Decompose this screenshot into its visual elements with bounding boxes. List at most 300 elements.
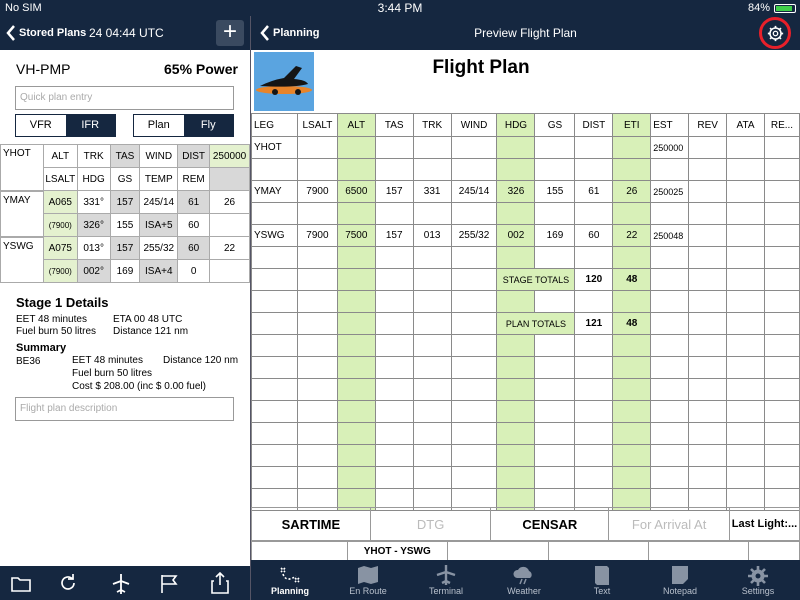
leg-cell: 61	[178, 191, 210, 214]
gear-highlight-ring	[759, 17, 791, 49]
grid-cell	[613, 379, 651, 401]
grid-cell	[764, 401, 799, 423]
grid-cell	[451, 379, 497, 401]
grid-cell	[252, 357, 298, 379]
grid-cell	[575, 357, 613, 379]
add-plan-button[interactable]: +	[216, 20, 244, 46]
grid-cell	[689, 467, 727, 489]
grid-cell	[689, 379, 727, 401]
grid-cell	[651, 423, 689, 445]
grid-cell	[337, 159, 375, 181]
grid-cell	[727, 225, 765, 247]
grid-cell	[451, 467, 497, 489]
aircraft-type: BE36	[16, 356, 41, 367]
grid-cell	[375, 357, 413, 379]
leg-cell[interactable]: A065	[43, 191, 77, 214]
departure-time[interactable]: 250000	[210, 145, 250, 168]
grid-cell	[535, 423, 575, 445]
grid-cell	[535, 247, 575, 269]
grid-cell	[252, 467, 298, 489]
grid-cell	[689, 423, 727, 445]
grid-cell: 155	[535, 181, 575, 203]
grid-cell	[252, 313, 298, 335]
grid-cell	[252, 247, 298, 269]
stage-distance: Distance 121 nm	[113, 326, 189, 337]
grid-cell	[375, 203, 413, 225]
summary-cost: Cost $ 208.00 (inc $ 0.00 fuel)	[72, 381, 206, 392]
leg-cell: (7900)	[43, 260, 77, 283]
grid-cell	[451, 313, 497, 335]
grid-cell	[535, 203, 575, 225]
grid-header-cell: ALT	[337, 114, 375, 137]
tab-planning[interactable]	[251, 560, 329, 600]
gear-icon	[747, 565, 769, 587]
mode-segment	[133, 114, 234, 137]
waypoint[interactable]: YSWG	[1, 237, 44, 283]
grid-cell: 157	[375, 225, 413, 247]
grid-cell: 7900	[297, 225, 337, 247]
grid-cell	[575, 335, 613, 357]
grid-cell	[651, 357, 689, 379]
grid-cell	[375, 401, 413, 423]
grid-cell	[413, 423, 451, 445]
grid-row	[252, 203, 800, 225]
grid-cell	[252, 379, 298, 401]
grid-cell	[689, 357, 727, 379]
grid-cell	[297, 269, 337, 291]
grid-cell	[297, 335, 337, 357]
grid-cell	[297, 423, 337, 445]
col-header	[210, 168, 250, 191]
airplane-icon[interactable]	[110, 573, 132, 595]
grid-cell	[337, 269, 375, 291]
grid-cell	[613, 247, 651, 269]
leg-cell	[210, 260, 250, 283]
grid-header-cell: LSALT	[297, 114, 337, 137]
grid-cell	[689, 247, 727, 269]
grid-cell	[497, 137, 535, 159]
power-setting[interactable]: 65% Power	[164, 61, 238, 77]
nav-title: Preview Flight Plan	[474, 26, 577, 40]
route-blank	[252, 542, 348, 561]
grid-cell	[497, 335, 535, 357]
grid-cell	[337, 445, 375, 467]
grid-cell	[497, 379, 535, 401]
flight-plan-grid	[251, 113, 800, 511]
leg-cell: (7900)	[43, 214, 77, 237]
col-header: TEMP	[140, 168, 178, 191]
leg-cell[interactable]: 013°	[77, 237, 110, 260]
battery-icon	[774, 4, 796, 13]
stored-plans-button[interactable]: Stored Plans	[19, 27, 87, 39]
grid-cell	[727, 401, 765, 423]
cloud-icon	[512, 565, 536, 585]
grid-cell	[727, 137, 765, 159]
grid-cell	[651, 379, 689, 401]
grid-cell	[727, 335, 765, 357]
grid-cell	[451, 137, 497, 159]
grid-cell	[727, 203, 765, 225]
grid-cell	[613, 467, 651, 489]
grid-cell	[764, 203, 799, 225]
grid-row	[252, 225, 800, 247]
grid-cell	[535, 467, 575, 489]
app-logo	[254, 52, 314, 111]
grid-cell	[575, 137, 613, 159]
leg-cell: 60	[178, 237, 210, 260]
grid-cell	[497, 401, 535, 423]
grid-header-cell: ETI	[613, 114, 651, 137]
grid-cell	[764, 247, 799, 269]
grid-cell	[375, 423, 413, 445]
grid-cell: 6500	[337, 181, 375, 203]
grid-cell	[413, 159, 451, 181]
grid-cell	[297, 137, 337, 159]
grid-cell	[297, 291, 337, 313]
status-bar	[0, 0, 800, 16]
grid-cell	[764, 335, 799, 357]
grid-cell: 245/14	[451, 181, 497, 203]
leg-cell: 155	[110, 214, 140, 237]
leg-cell[interactable]: ISA+5	[140, 214, 178, 237]
grid-cell: 169	[535, 225, 575, 247]
grid-cell	[764, 313, 799, 335]
back-chevron-icon[interactable]	[6, 25, 16, 41]
stage-eet: EET 48 minutes	[16, 314, 87, 325]
grid-cell	[252, 203, 298, 225]
grid-cell	[613, 423, 651, 445]
route-blank	[447, 542, 549, 561]
grid-cell	[535, 137, 575, 159]
summary-title: Summary	[16, 342, 67, 354]
grid-cell	[535, 159, 575, 181]
route-blank	[749, 542, 800, 561]
stage-title: Stage 1 Details	[16, 295, 109, 310]
tab-label: Notepad	[662, 586, 698, 596]
tab-settings[interactable]	[719, 560, 797, 600]
tab-label: Text	[593, 586, 611, 596]
grid-cell	[497, 357, 535, 379]
grid-cell: 326	[497, 181, 535, 203]
folder-icon[interactable]	[11, 575, 31, 592]
flight-rules-segment	[15, 114, 116, 137]
grid-cell	[689, 401, 727, 423]
grid-cell	[689, 313, 727, 335]
leg-cell: 26	[210, 191, 250, 214]
grid-cell	[375, 269, 413, 291]
grid-cell	[297, 247, 337, 269]
grid-cell	[252, 159, 298, 181]
grid-cell	[764, 137, 799, 159]
grid-cell: 60	[575, 225, 613, 247]
grid-cell	[651, 269, 689, 291]
last-light-cell[interactable]: Last Light:...	[729, 508, 799, 541]
col-header: LSALT	[43, 168, 77, 191]
dtg-cell[interactable]: DTG	[370, 508, 491, 541]
grid-cell	[451, 291, 497, 313]
grid-cell	[297, 203, 337, 225]
grid-cell	[764, 159, 799, 181]
grid-header-cell: WIND	[451, 114, 497, 137]
quick-plan-input[interactable]: Quick plan entry	[15, 86, 234, 110]
clock: 3:44 PM	[377, 1, 423, 15]
grid-cell	[651, 401, 689, 423]
grid-cell	[651, 159, 689, 181]
grid-cell	[375, 379, 413, 401]
route-blank	[649, 542, 749, 561]
grid-cell	[252, 423, 298, 445]
grid-cell	[689, 181, 727, 203]
grid-cell	[375, 247, 413, 269]
grid-cell	[727, 159, 765, 181]
tab-label: Planning	[271, 586, 309, 596]
waypoint[interactable]: YMAY	[1, 191, 44, 237]
grid-cell: 120	[575, 269, 613, 291]
grid-cell	[337, 137, 375, 159]
grid-header-cell: TRK	[413, 114, 451, 137]
airplane-logo-icon	[254, 52, 314, 111]
grid-cell	[497, 467, 535, 489]
leg-cell: 169	[110, 260, 140, 283]
grid-cell	[764, 423, 799, 445]
leg-cell[interactable]: 157	[110, 191, 140, 214]
refresh-icon[interactable]	[58, 573, 78, 593]
summary-eet: EET 48 minutes	[72, 355, 143, 366]
grid-cell	[689, 137, 727, 159]
grid-cell	[651, 291, 689, 313]
sartime-cell[interactable]: SARTIME	[252, 508, 371, 541]
grid-cell	[337, 401, 375, 423]
grid-cell	[337, 247, 375, 269]
col-header: HDG	[77, 168, 110, 191]
leg-cell[interactable]: ISA+4	[140, 260, 178, 283]
grid-cell	[651, 313, 689, 335]
tab-weather[interactable]	[485, 560, 563, 600]
grid-cell	[375, 467, 413, 489]
leg-cell: 0	[178, 260, 210, 283]
grid-cell	[689, 159, 727, 181]
tab-label: Weather	[507, 586, 541, 596]
tab-terminal[interactable]	[407, 560, 485, 600]
tab-label: En Route	[349, 586, 387, 596]
leg-cell[interactable]: A075	[43, 237, 77, 260]
censar-cell[interactable]: CENSAR	[491, 508, 609, 541]
grid-cell: YHOT	[252, 137, 298, 159]
grid-cell	[413, 357, 451, 379]
vfr-option[interactable]: VFR	[29, 119, 52, 131]
grid-cell	[613, 445, 651, 467]
grid-cell	[651, 467, 689, 489]
grid-cell	[337, 313, 375, 335]
grid-cell	[451, 159, 497, 181]
grid-cell	[413, 335, 451, 357]
grid-cell	[337, 291, 375, 313]
grid-cell	[613, 137, 651, 159]
grid-cell	[252, 401, 298, 423]
grid-cell	[689, 445, 727, 467]
grid-cell	[451, 357, 497, 379]
col-header: DIST	[178, 145, 210, 168]
route-label: YHOT - YSWG	[347, 542, 447, 561]
leg-cell: 002°	[77, 260, 110, 283]
grid-cell	[651, 247, 689, 269]
grid-cell: 7900	[297, 181, 337, 203]
col-header: TRK	[77, 145, 110, 168]
tab-label: Settings	[741, 586, 775, 596]
grid-row	[252, 269, 800, 291]
grid-cell	[727, 423, 765, 445]
grid-row	[252, 379, 800, 401]
leg-table	[0, 144, 250, 283]
left-toolbar	[0, 566, 250, 600]
grid-cell	[337, 335, 375, 357]
grid-cell	[613, 159, 651, 181]
leg-cell[interactable]: 331°	[77, 191, 110, 214]
grid-cell	[337, 467, 375, 489]
grid-header-cell: DIST	[575, 114, 613, 137]
grid-cell	[413, 467, 451, 489]
grid-cell: 255/32	[451, 225, 497, 247]
grid-cell: 013	[413, 225, 451, 247]
ifr-option[interactable]: IFR	[66, 115, 116, 136]
grid-cell	[727, 291, 765, 313]
tab-notepad[interactable]	[641, 560, 719, 600]
grid-cell	[413, 269, 451, 291]
grid-cell	[413, 247, 451, 269]
grid-header-cell: EST	[651, 114, 689, 137]
route-row	[251, 541, 800, 561]
grid-cell	[727, 467, 765, 489]
grid-cell	[651, 203, 689, 225]
grid-cell	[764, 467, 799, 489]
stage-fuel: Fuel burn 50 litres	[16, 326, 97, 337]
grid-cell	[497, 291, 535, 313]
grid-cell	[297, 467, 337, 489]
grid-cell: 48	[613, 269, 651, 291]
tab-text[interactable]	[563, 560, 641, 600]
col-header: GS	[110, 168, 140, 191]
grid-cell	[764, 269, 799, 291]
share-icon[interactable]	[210, 572, 230, 594]
grid-cell	[297, 159, 337, 181]
grid-cell	[575, 401, 613, 423]
grid-cell	[497, 423, 535, 445]
grid-cell	[375, 313, 413, 335]
leg-cell: 60	[178, 214, 210, 237]
grid-cell	[252, 269, 298, 291]
grid-cell	[297, 445, 337, 467]
grid-cell	[764, 379, 799, 401]
leg-cell[interactable]: 255/32	[140, 237, 178, 260]
grid-cell	[575, 203, 613, 225]
grid-row	[252, 181, 800, 203]
stage-eta: ETA 00 48 UTC	[113, 314, 183, 325]
plan-option[interactable]: Plan	[147, 119, 170, 131]
grid-cell	[689, 225, 727, 247]
grid-cell: 7500	[337, 225, 375, 247]
grid-cell	[727, 445, 765, 467]
grid-cell	[764, 357, 799, 379]
grid-cell	[535, 335, 575, 357]
grid-row	[252, 159, 800, 181]
grid-cell	[651, 445, 689, 467]
grid-cell	[689, 269, 727, 291]
flag-icon[interactable]	[160, 573, 180, 594]
grid-cell	[297, 379, 337, 401]
planning-icon	[278, 565, 302, 585]
grid-cell: 26	[613, 181, 651, 203]
tab-en-route[interactable]	[329, 560, 407, 600]
grid-cell	[727, 357, 765, 379]
grid-cell	[297, 401, 337, 423]
grid-cell: 331	[413, 181, 451, 203]
grid-cell	[613, 401, 651, 423]
grid-cell	[535, 357, 575, 379]
grid-header-cell: RE...	[764, 114, 799, 137]
grid-row	[252, 247, 800, 269]
grid-cell	[689, 203, 727, 225]
grid-row	[252, 357, 800, 379]
grid-cell: 250025	[651, 181, 689, 203]
grid-cell	[451, 269, 497, 291]
grid-cell	[575, 379, 613, 401]
grid-cell	[297, 357, 337, 379]
grid-cell	[613, 335, 651, 357]
grid-row	[252, 335, 800, 357]
grid-cell	[375, 335, 413, 357]
grid-cell	[727, 313, 765, 335]
grid-cell	[413, 137, 451, 159]
grid-cell	[727, 247, 765, 269]
grid-cell	[613, 291, 651, 313]
grid-cell	[764, 291, 799, 313]
grid-cell	[413, 313, 451, 335]
grid-cell: 48	[613, 313, 651, 335]
leg-cell: 326°	[77, 214, 110, 237]
description-input[interactable]: Flight plan description	[15, 397, 234, 421]
arrival-cell[interactable]: For Arrival At	[609, 508, 730, 541]
sar-footer	[251, 507, 800, 541]
grid-cell	[727, 181, 765, 203]
grid-cell	[535, 401, 575, 423]
origin-waypoint[interactable]: YHOT	[1, 145, 44, 191]
grid-cell	[375, 137, 413, 159]
left-nav-bar	[0, 16, 250, 50]
grid-cell	[451, 203, 497, 225]
grid-row	[252, 137, 800, 159]
grid-cell	[727, 269, 765, 291]
leg-cell[interactable]: 245/14	[140, 191, 178, 214]
grid-cell	[689, 335, 727, 357]
notepad-icon	[670, 565, 690, 585]
grid-header-cell: REV	[689, 114, 727, 137]
grid-cell: 22	[613, 225, 651, 247]
grid-cell	[451, 335, 497, 357]
fly-option[interactable]: Fly	[184, 115, 234, 136]
grid-row	[252, 467, 800, 489]
grid-cell	[451, 423, 497, 445]
aircraft-rego[interactable]: VH-PMP	[16, 61, 71, 77]
planning-back-button[interactable]: Planning	[273, 27, 320, 39]
col-header: REM	[178, 168, 210, 191]
grid-row	[252, 291, 800, 313]
leg-cell[interactable]: 157	[110, 237, 140, 260]
grid-cell	[764, 445, 799, 467]
grid-header-cell: GS	[535, 114, 575, 137]
grid-cell	[651, 335, 689, 357]
grid-cell	[689, 291, 727, 313]
grid-cell	[535, 291, 575, 313]
